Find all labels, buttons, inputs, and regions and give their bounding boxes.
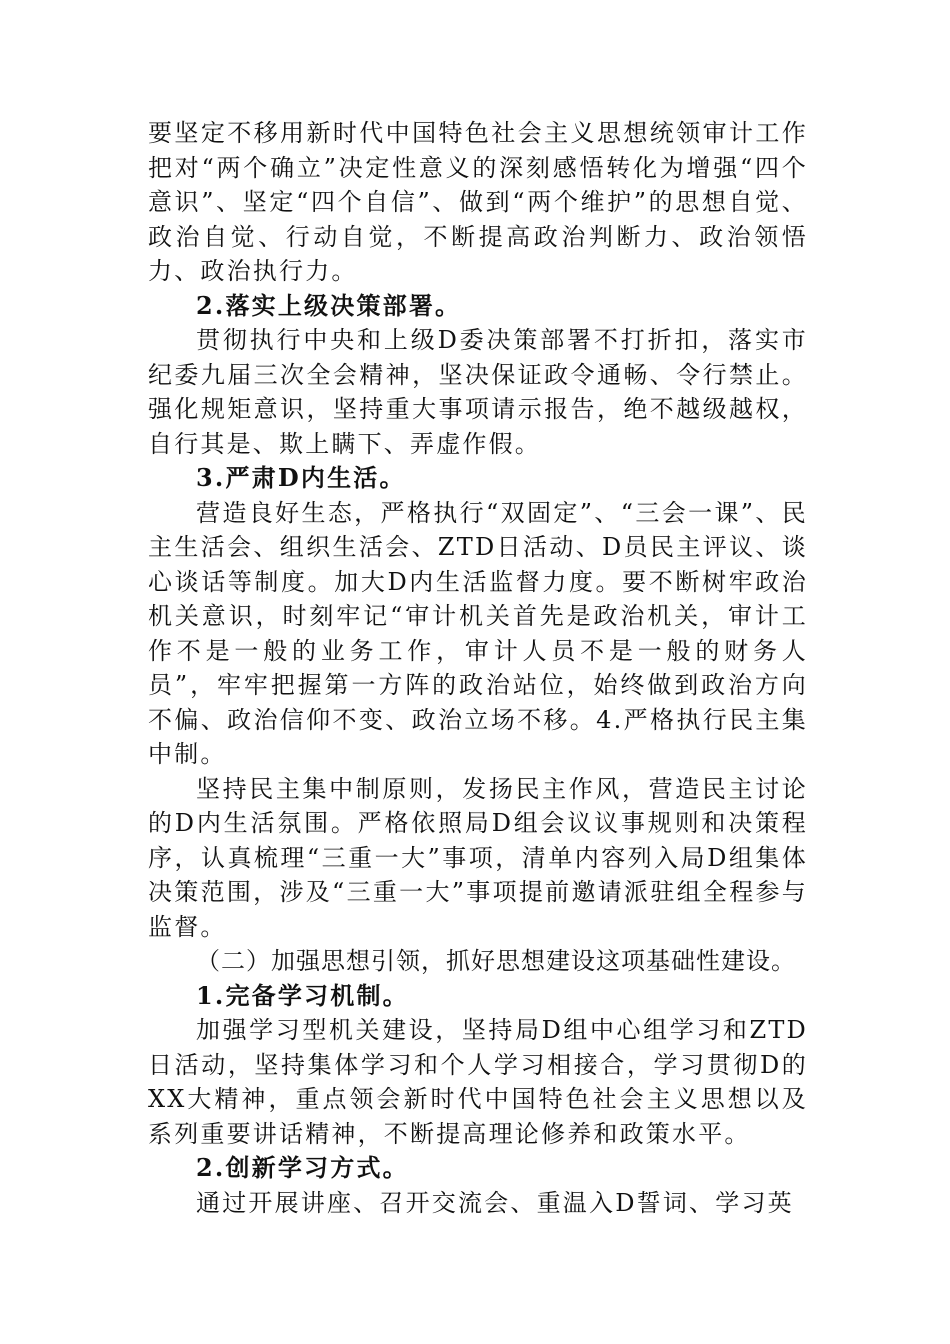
paragraph-party-life: 营造良好生态，严格执行“双固定”、“三会一课”、民主生活会、组织生活会、ZTD日活动、D员民主评议、谈心谈话等制度。加大D内生活监督力度。要不断树牢政治机关意识，时刻牢记“审计机关首先是政治机关，审计工作不是一般的业务工作，审计人员不是一般的财务人员”，牢牢把握第一方阵的政治站位，始终做到政治方向不偏、政治信仰不变、政治立场不移。4.严格执行民主集中制。	[148, 498, 808, 768]
paragraph-learning-methods: 通过开展讲座、召开交流会、重温入D誓词、学习英	[196, 1188, 794, 1217]
heading-learning-methods: 2.创新学习方式。	[196, 1153, 409, 1182]
paragraph-democratic-centralism: 坚持民主集中制原则，发扬民主作风，营造民主讨论的D内生活氛围。严格依照局D组会议议事规则和决策程序，认真梳理“三重一大”事项，清单内容列入局D组集体决策范围，涉及“三重一大”事项提前邀请派驻组全程参与监督。	[148, 774, 808, 941]
section-heading-ideological-guidance: （二）加强思想引领，抓好思想建设这项基础性建设。	[196, 947, 796, 975]
heading-implement-decisions: 2.落实上级决策部署。	[196, 290, 462, 320]
heading-learning-mechanism: 1.完备学习机制。	[196, 980, 409, 1010]
paragraph-political-awareness: 要坚定不移用新时代中国特色社会主义思想统领审计工作把对“两个确立”决定性意义的深刻感悟转化为增强“四个意识”、坚定“四个自信”、做到“两个维护”的思想自觉、政治自觉、行动自觉，不断提高政治判断力、政治领悟力、政治执行力。	[148, 119, 808, 285]
paragraph-implement-decisions: 贯彻执行中央和上级D委决策部署不打折扣，落实市纪委九届三次全会精神，坚决保证政令通畅、令行禁止。强化规矩意识，坚持重大事项请示报告，绝不越级越权，自行其是、欺上瞒下、弄虚作假。	[148, 326, 808, 458]
document-page	[148, 116, 808, 1220]
heading-party-life: 3.严肃D内生活。	[196, 463, 406, 492]
paragraph-learning-mechanism: 加强学习型机关建设，坚持局D组中心组学习和ZTD日活动，坚持集体学习和个人学习相接合，学习贯彻D的XX大精神，重点领会新时代中国特色社会主义思想以及系列重要讲话精神，不断提高理论修养和政策水平。	[148, 1016, 808, 1148]
